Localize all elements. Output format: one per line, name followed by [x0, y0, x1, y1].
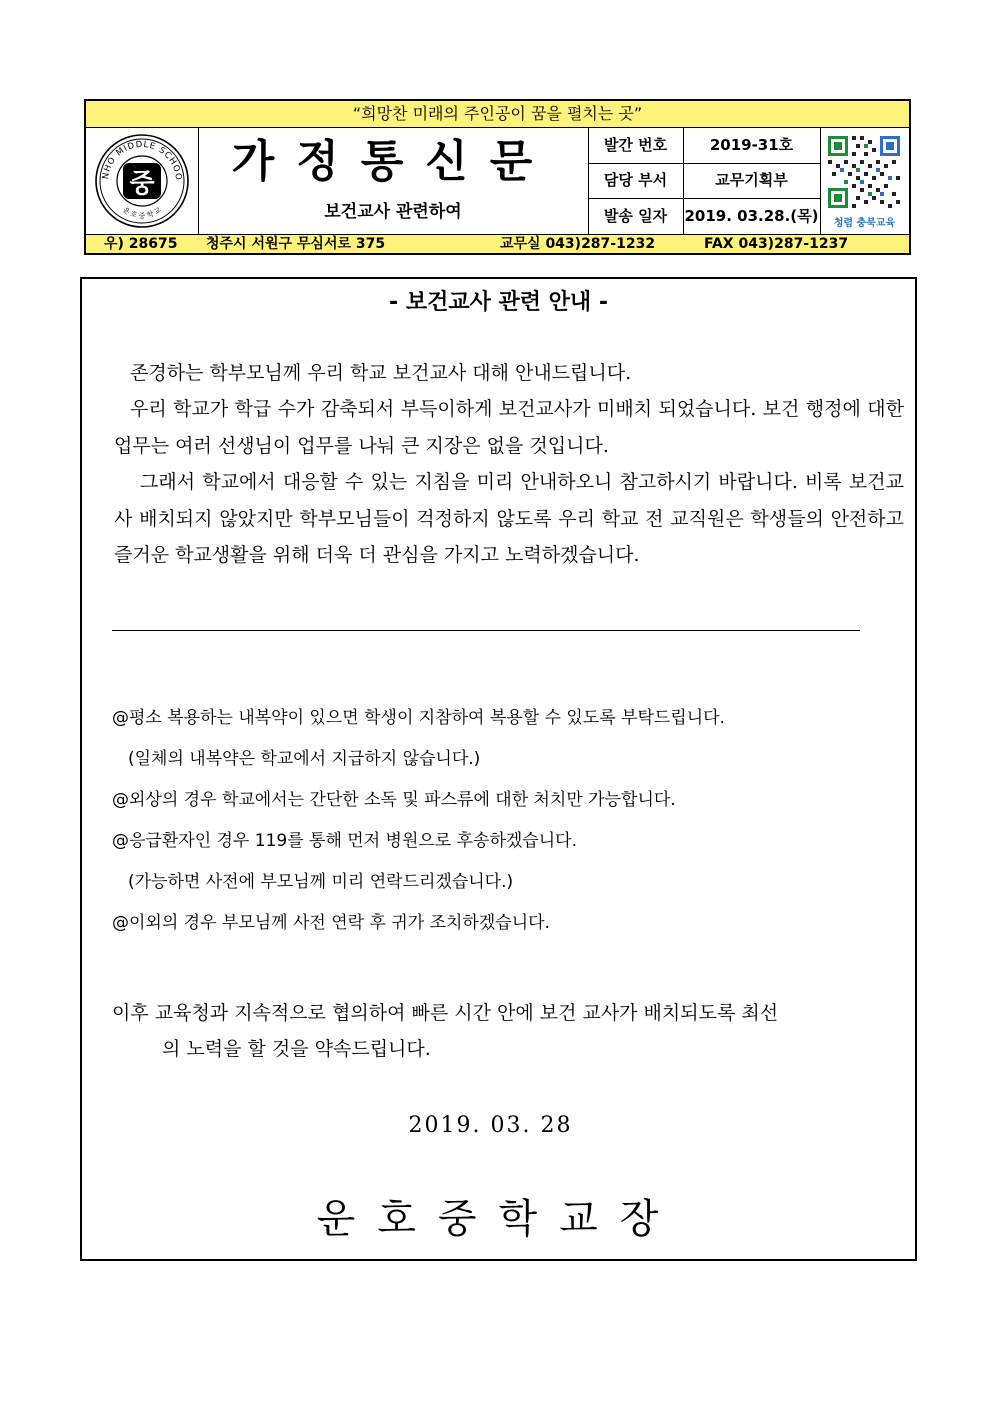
postal-code: 우) 28675: [104, 236, 178, 252]
closing-paragraph: [112, 995, 902, 1067]
issue-number-value: 2019-31호: [709, 136, 794, 154]
street-address: 청주시 서원구 무심서로 375: [206, 236, 386, 252]
qr-code[interactable]: [820, 128, 909, 234]
send-date-value: 2019. 03.28.(목): [684, 207, 819, 225]
logo-bottom-text: 운 호 중 학 교: [121, 205, 163, 220]
logo-ring-text: NHO MIDDLE SCHOO: [100, 139, 184, 182]
qr-caption: 청렴 충북교육: [833, 218, 896, 229]
principal-signature: 운호중학교장: [316, 1196, 681, 1242]
list-item-medication: @평소 복용하는 내복약이 있으면 학생이 지참하여 복용할 수 있도록 부탁드립니다.: [112, 708, 725, 728]
section-divider: [112, 630, 860, 632]
list-item-emergency-note: (가능하면 사전에 부모님께 미리 연락드리겠습니다.): [128, 872, 514, 892]
newsletter-subtitle: 보건교사 관련하여: [324, 202, 462, 222]
letter-heading: - 보건교사 관련 안내 -: [389, 290, 608, 315]
school-logo: [86, 128, 198, 234]
slogan: “희망찬 미래의 주인공이 꿈을 펼치는 곳”: [86, 101, 909, 128]
closing-line-1: 이후 교육청과 지속적으로 협의하여 빠른 시간 안에 보건 교사가 배치되도록 최선: [112, 1002, 779, 1024]
school-emblem-icon: [86, 128, 198, 234]
fax-number: FAX 043)287-1237: [704, 236, 849, 252]
list-item-medication-note: (일체의 내복약은 학교에서 지급하지 않습니다.): [128, 749, 481, 769]
newsletter-header: [84, 99, 911, 255]
address-bar: [86, 234, 909, 253]
letter-body: [80, 277, 917, 1261]
paragraph-notice: 우리 학교가 학급 수가 감축되서 부득이하게 보건교사가 미배치 되었습니다. 보건 행정에 대한 업무는 여러 선생님이 업무를 나눠 큰 지장은 없을 것입니다.: [114, 398, 904, 457]
list-item-injury: @외상의 경우 학교에서는 간단한 소독 및 파스류에 대한 처치만 가능합니다.: [112, 790, 676, 810]
paragraph-guidance: 그래서 학교에서 대응할 수 있는 지침을 미리 안내하오니 참고하시기 바랍니다. 비록 보건교사 배치되지 않았지만 학부모님들이 걱정하지 않도록 우리 학교 전 교직원은 학생들의 안전하고 즐거운 학교생활을 위해 더욱 더 관심을 가지고 노력하겠습니다.: [114, 471, 904, 566]
send-date-label: 발송 일자: [603, 207, 668, 225]
header-main-row: [86, 128, 909, 234]
newsletter-title: 가정통신문: [231, 136, 555, 187]
title-cell: [198, 128, 588, 234]
closing-line-2: 의 노력을 할 것을 약속드립니다.: [162, 1038, 431, 1060]
issue-number-label: 발간 번호: [603, 136, 668, 154]
paragraph-greeting: 존경하는 학부모님께 우리 학교 보건교사 대해 안내드립니다.: [130, 362, 632, 384]
list-item-emergency: @응급환자인 경우 119를 통해 먼저 병원으로 후송하겠습니다.: [112, 831, 577, 851]
department-value: 교무기획부: [715, 171, 788, 189]
department-label: 담당 부서: [603, 171, 668, 189]
letter-date: 2019. 03. 28: [408, 1113, 573, 1138]
office-phone: 교무실 043)287-1232: [500, 236, 656, 252]
list-item-other: @이외의 경우 부모님께 사전 연락 후 귀가 조치하겠습니다.: [112, 913, 550, 933]
qr-code-icon: [820, 128, 909, 234]
logo-emblem-char: 중: [129, 169, 155, 199]
